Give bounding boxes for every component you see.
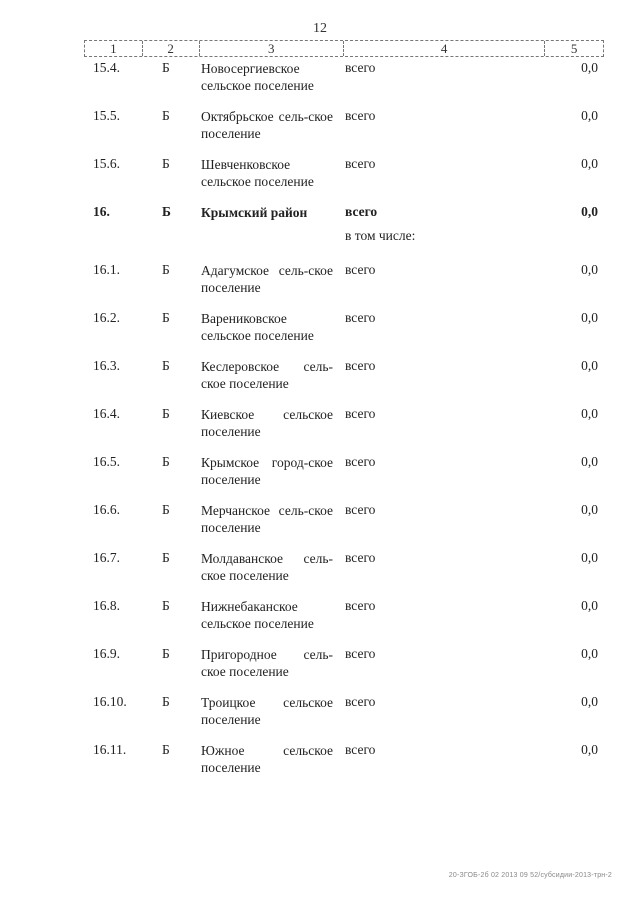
row-value: 0,0 bbox=[581, 406, 598, 421]
row-type: всего bbox=[345, 598, 376, 613]
header-col-3: 3 bbox=[200, 41, 344, 56]
row-value: 0,0 bbox=[581, 454, 598, 469]
row-category: Б bbox=[162, 454, 170, 469]
header-col-2: 2 bbox=[143, 41, 200, 56]
row-name: Варениковское сельское поселение bbox=[201, 311, 314, 343]
row-category: Б bbox=[162, 108, 170, 123]
row-type: всего bbox=[345, 694, 376, 709]
row-type: всего bbox=[345, 60, 376, 75]
header-col-5: 5 bbox=[570, 41, 578, 56]
row-type: всего bbox=[345, 156, 376, 171]
table-row bbox=[0, 646, 640, 694]
header-col-4: 4 bbox=[344, 41, 545, 56]
row-type: всего bbox=[345, 742, 376, 757]
row-number: 16.3. bbox=[93, 358, 120, 373]
row-value: 0,0 bbox=[581, 156, 598, 171]
table-row bbox=[0, 60, 640, 108]
row-number: 15.6. bbox=[93, 156, 120, 171]
table-row bbox=[0, 550, 640, 598]
table-row bbox=[0, 598, 640, 646]
table-row bbox=[0, 358, 640, 406]
row-name: Кеслеровское сель-ское поселение bbox=[201, 359, 333, 391]
row-subtitle: в том числе: bbox=[345, 228, 416, 243]
row-type: всего bbox=[345, 550, 376, 565]
row-type: всего bbox=[345, 262, 376, 277]
row-category: Б bbox=[162, 310, 170, 325]
row-number: 16.5. bbox=[93, 454, 120, 469]
row-category: Б bbox=[162, 156, 170, 171]
row-name: Шевченковское сельское поселение bbox=[201, 157, 314, 189]
row-value: 0,0 bbox=[581, 694, 598, 709]
row-value: 0,0 bbox=[581, 550, 598, 565]
page-number: 12 bbox=[313, 21, 327, 36]
footer-document-code: 20-ЗГОБ-2б 02 2013 09 52/субсидии-2013-трн-2 bbox=[448, 872, 612, 879]
row-value: 0,0 bbox=[581, 502, 598, 517]
row-type: всего bbox=[345, 502, 376, 517]
row-number: 15.4. bbox=[93, 60, 120, 75]
row-value: 0,0 bbox=[581, 310, 598, 325]
row-number: 16. bbox=[93, 204, 110, 219]
table-row bbox=[0, 156, 640, 204]
row-category: Б bbox=[162, 358, 170, 373]
header-col-1: 1 bbox=[85, 41, 143, 56]
table-row-district bbox=[0, 204, 640, 262]
row-name: Октябрьское сель-ское поселение bbox=[201, 109, 333, 141]
row-number: 16.8. bbox=[93, 598, 120, 613]
row-name: Южное сельское поселение bbox=[201, 743, 333, 775]
table-body bbox=[0, 60, 640, 790]
table-header bbox=[84, 40, 604, 57]
row-name: Молдаванское сель-ское поселение bbox=[201, 551, 333, 583]
row-number: 16.11. bbox=[93, 742, 127, 757]
row-number: 15.5. bbox=[93, 108, 120, 123]
table-row bbox=[0, 406, 640, 454]
row-value: 0,0 bbox=[581, 60, 598, 75]
row-number: 16.9. bbox=[93, 646, 120, 661]
row-type: всего bbox=[345, 646, 376, 661]
row-value: 0,0 bbox=[581, 358, 598, 373]
row-name: Крымское город-ское поселение bbox=[201, 455, 333, 487]
row-name: Троицкое сельское поселение bbox=[201, 695, 333, 727]
row-name: Крымский район bbox=[201, 205, 308, 220]
row-value: 0,0 bbox=[581, 646, 598, 661]
row-type: всего bbox=[345, 406, 376, 421]
row-name: Нижнебаканское сельское поселение bbox=[201, 599, 314, 631]
row-category: Б bbox=[162, 694, 170, 709]
row-value: 0,0 bbox=[581, 108, 598, 123]
row-category: Б bbox=[162, 60, 170, 75]
row-category: Б bbox=[162, 742, 170, 757]
table-row bbox=[0, 262, 640, 310]
row-value: 0,0 bbox=[581, 204, 598, 219]
row-name: Мерчанское сель-ское поселение bbox=[201, 503, 333, 535]
row-name: Пригородное сель-ское поселение bbox=[201, 647, 333, 679]
row-category: Б bbox=[162, 262, 170, 277]
row-category: Б bbox=[162, 406, 170, 421]
row-number: 16.4. bbox=[93, 406, 120, 421]
row-type: всего bbox=[345, 310, 376, 325]
table-row bbox=[0, 742, 640, 790]
row-value: 0,0 bbox=[581, 742, 598, 757]
table-row bbox=[0, 310, 640, 358]
row-name: Адагумское сель-ское поселение bbox=[201, 263, 333, 295]
table-row bbox=[0, 694, 640, 742]
row-name: Новосергиевское сельское поселение bbox=[201, 61, 314, 93]
row-type: всего bbox=[345, 204, 378, 219]
row-value: 0,0 bbox=[581, 598, 598, 613]
row-category: Б bbox=[162, 502, 170, 517]
row-value: 0,0 bbox=[581, 262, 598, 277]
row-name: Киевское сельское поселение bbox=[201, 407, 333, 439]
row-type: всего bbox=[345, 108, 376, 123]
row-number: 16.1. bbox=[93, 262, 120, 277]
row-category: Б bbox=[162, 550, 170, 565]
row-number: 16.7. bbox=[93, 550, 120, 565]
row-category: Б bbox=[162, 204, 171, 219]
row-type: всего bbox=[345, 358, 376, 373]
row-type: всего bbox=[345, 454, 376, 469]
row-number: 16.6. bbox=[93, 502, 120, 517]
row-number: 16.2. bbox=[93, 310, 120, 325]
table-row bbox=[0, 108, 640, 156]
table-row bbox=[0, 454, 640, 502]
row-number: 16.10. bbox=[93, 694, 127, 709]
table-row bbox=[0, 502, 640, 550]
row-category: Б bbox=[162, 598, 170, 613]
row-category: Б bbox=[162, 646, 170, 661]
